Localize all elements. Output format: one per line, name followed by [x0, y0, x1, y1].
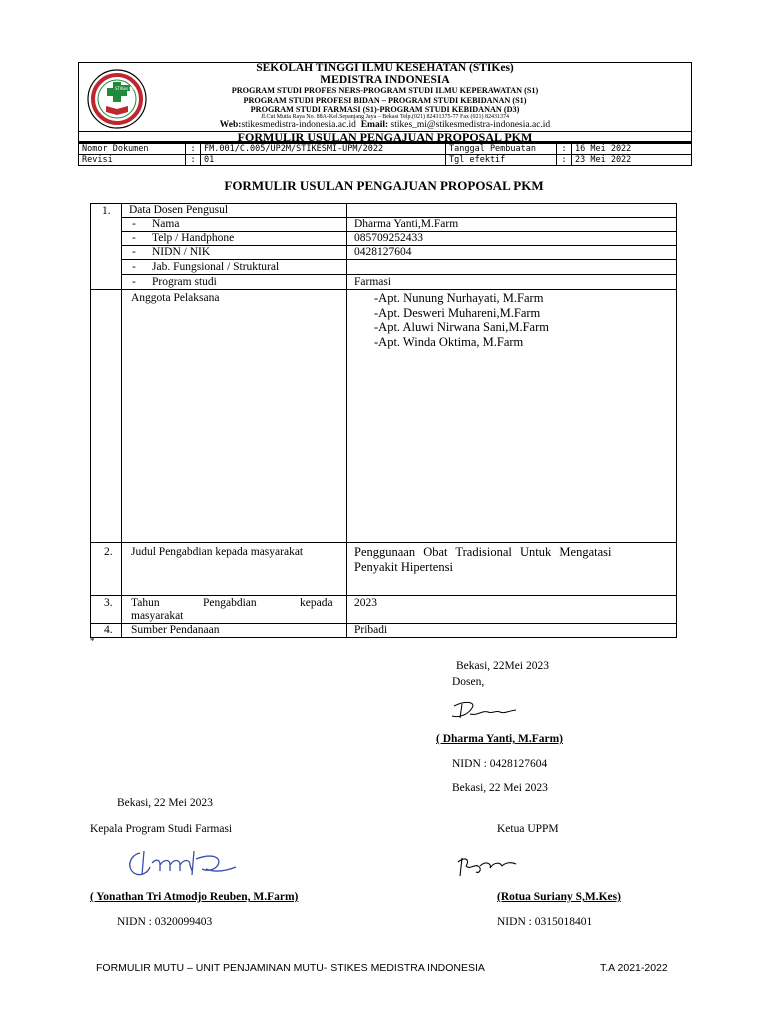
dash: - [132, 261, 136, 273]
anggota-item: -Apt. Desweri Muhareni,M.Farm [374, 305, 541, 320]
date-left: Bekasi, 22 Mei 2023 [117, 797, 213, 809]
tahun-value-cell [346, 595, 677, 624]
ketua-nidn: NIDN : 0315018401 [497, 916, 593, 928]
dosen-name: ( Dharma Yanti, M.Farm) [436, 733, 564, 745]
section-value-cell [346, 203, 677, 218]
footer-left: FORMULIR MUTU – UNIT PENJAMINAN MUTU- STIKES MEDISTRA INDONESIA [96, 962, 485, 974]
dash: - [132, 276, 136, 288]
judul-value-line-1: Penggunaan Obat Tradisional Untuk Mengatasi [354, 545, 612, 559]
anggota-item: -Apt. Aluwi Nirwana Sani,M.Farm [374, 320, 549, 334]
dash: - [132, 218, 136, 230]
colon: : [186, 144, 201, 155]
header-form-name: FORMULIR USULAN PENGAJUAN PROPOSAL PKM [78, 131, 692, 143]
kaprodi-role: Kepala Program Studi Farmasi [90, 823, 233, 835]
field-label-jabatan: Jab. Fungsional / Struktural [152, 261, 280, 273]
field-value-prodi: Farmasi [354, 276, 392, 288]
judul-label: Judul Pengabdian kepada masyarakat [131, 546, 304, 558]
institution-name: SEKOLAH TINGGI ILMU KESEHATAN (STIKes) [256, 62, 514, 74]
doc-info-row-2 [79, 155, 692, 166]
dash: - [132, 232, 136, 244]
kaprodi-signature [122, 845, 242, 881]
anggota-label: Anggota Pelaksana [131, 292, 220, 304]
created-date: 16 Mei 2022 [572, 144, 692, 155]
website: stikesmedistra-indonesia.ac.id [241, 120, 356, 130]
field-value-nama: Dharma Yanti,M.Farm [354, 218, 459, 230]
footer-right: T.A 2021-2022 [600, 962, 668, 974]
dash: - [132, 246, 136, 258]
row-number: 3. [104, 597, 113, 609]
tahun-value: 2023 [354, 597, 377, 609]
anggota-label-cell [121, 289, 347, 543]
colon: : [186, 155, 201, 166]
programs-line-2: PROGRAM STUDI PROFESI BIDAN – PROGRAM STUDI KEBIDANAN (S1) [243, 96, 527, 105]
dosen-role: Dosen, [452, 676, 485, 688]
svg-text:STIKes MI: STIKes MI [114, 85, 135, 91]
document-info-table [78, 143, 692, 166]
programs-line-1: PROGRAM STUDI PROFES NERS-PROGRAM STUDI ILMU KEPERAWATAN (S1) [231, 86, 539, 95]
tahun-label-word: kepada [300, 597, 333, 609]
proposal-form-table [90, 203, 677, 638]
field-label-telp: Telp / Handphone [152, 232, 235, 244]
ketua-signature [456, 850, 520, 880]
kaprodi-nidn: NIDN : 0320099403 [117, 916, 213, 928]
dosen-signature [448, 698, 520, 724]
row-number-cell [90, 289, 122, 543]
field-value-cell [346, 259, 677, 275]
field-label-nidn: NIDN / NIK [152, 246, 211, 258]
field-value-nidn: 0428127604 [354, 246, 412, 258]
tahun-label-word: Pengabdian [203, 597, 257, 609]
programs-line-3: PROGRAM STUDI FARMASI (S1)-PROGRAM STUDI KEBIDANAN (D3) [250, 105, 520, 114]
email: stikes_mi@stikesmedistra-indonesia.ac.id [390, 120, 551, 130]
doc-info-row-1 [79, 144, 692, 155]
field-value-telp: 085709252433 [354, 232, 423, 244]
kaprodi-name: ( Yonathan Tri Atmodjo Reuben, M.Farm) [90, 891, 299, 903]
ketua-role: Ketua UPPM [497, 823, 559, 835]
address: Jl.Cut Mutia Raya No. 88A-Kel.Sepanjang Jaya – Bekasi Telp.(021) 82431375-77 Fax (021) 82431374 [260, 114, 510, 120]
anggota-list [374, 291, 549, 349]
dosen-nidn: NIDN : 0428127604 [452, 758, 548, 770]
sumber-value: Pribadi [354, 624, 388, 636]
ketua-name: (Rotua Suriany S,M.Kes) [497, 891, 621, 903]
date-right: Bekasi, 22 Mei 2023 [452, 782, 548, 794]
sumber-label: Sumber Pendanaan [131, 624, 220, 636]
field-value-cell [346, 274, 677, 290]
tahun-label-word: Tahun [131, 597, 160, 609]
revision: 01 [201, 155, 446, 166]
anggota-item: -Apt. Winda Oktima, M.Farm [374, 334, 524, 349]
contact-line [78, 120, 692, 130]
email-label: Email: [360, 120, 389, 130]
anggota-item: -Apt. Nunung Nurhayati, M.Farm [374, 291, 544, 305]
form-title: FORMULIR USULAN PENGAJUAN PROPOSAL PKM [224, 178, 544, 193]
effective-date-label: Tgl efektif [446, 155, 557, 166]
doc-number: FM.001/C.005/UP2M/STIKESMI-UPM/2022 [201, 144, 446, 155]
colon: : [557, 155, 572, 166]
dosen-place-date: Bekasi, 22Mei 2023 [456, 660, 549, 672]
sumber-value-cell [346, 623, 677, 638]
row-number: 1. [102, 205, 111, 217]
colon: : [557, 144, 572, 155]
asterisk-note: * [90, 636, 95, 646]
doc-number-label: Nomor Dokumen [79, 144, 186, 155]
school-name: MEDISTRA INDONESIA [320, 74, 450, 86]
field-label-prodi: Program studi [152, 276, 217, 288]
web-label: Web: [219, 120, 242, 130]
field-label-nama: Nama [152, 218, 180, 230]
row-number: 2. [104, 546, 113, 558]
row-number: 4. [104, 624, 113, 636]
created-date-label: Tanggal Pembuatan [446, 144, 557, 155]
section-label: Data Dosen Pengusul [129, 204, 229, 216]
effective-date: 23 Mei 2022 [572, 155, 692, 166]
tahun-label-line-2: masyarakat [131, 610, 184, 622]
judul-value-line-2: Penyakit Hipertensi [354, 560, 453, 574]
revision-label: Revisi [79, 155, 186, 166]
